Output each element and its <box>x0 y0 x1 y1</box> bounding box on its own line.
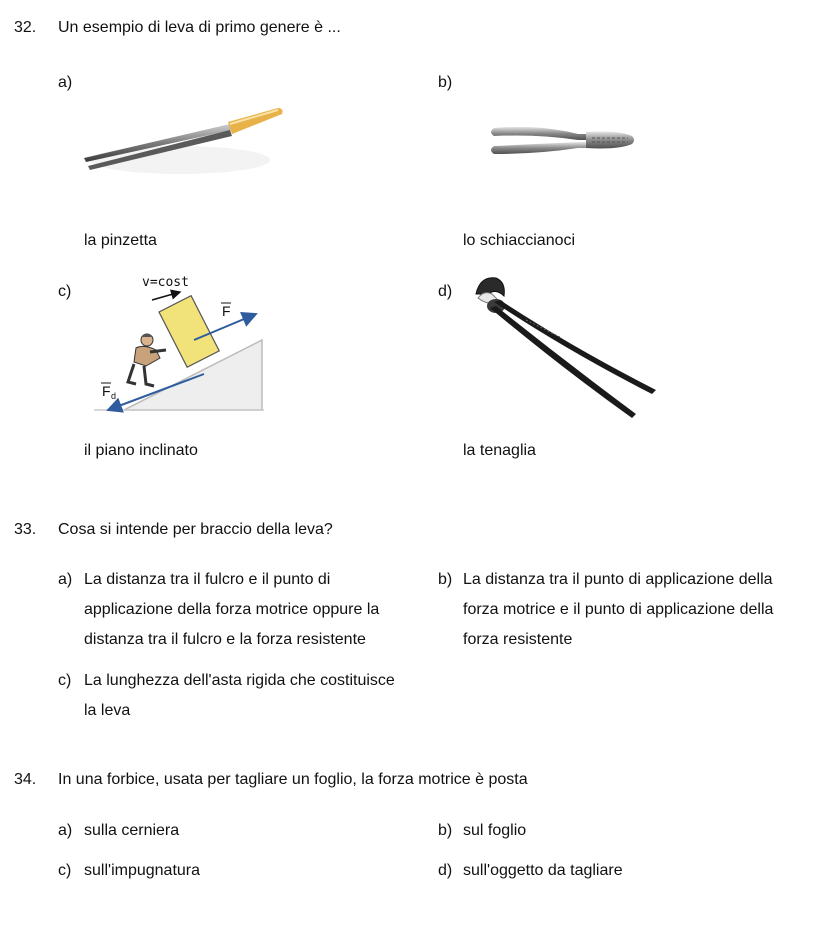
option-text-line: la leva <box>84 702 131 719</box>
option-text-line: forza motrice e il punto di applicazione della <box>463 601 774 618</box>
question-number: 34. <box>14 771 37 788</box>
option-caption: la tenaglia <box>463 442 536 459</box>
person-pushing <box>128 334 166 387</box>
option-text: sull'oggetto da tagliare <box>463 862 623 879</box>
option-text-line: La distanza tra il fulcro e il punto di <box>84 571 331 588</box>
question-text: In una forbice, usata per tagliare un foglio, la forza motrice è posta <box>58 771 528 788</box>
pincers-icon <box>466 272 666 424</box>
option-text-line: forza resistente <box>463 631 573 648</box>
option-letter: c) <box>58 862 72 879</box>
option-letter: b) <box>438 571 453 588</box>
question-number: 32. <box>14 19 37 36</box>
option-letter: c) <box>58 672 72 689</box>
option-letter: d) <box>438 283 453 300</box>
option-text-line: distanza tra il fulcro e la forza resistente <box>84 631 366 648</box>
option-caption: il piano inclinato <box>84 442 198 459</box>
option-letter: c) <box>58 283 72 300</box>
option-letter: a) <box>58 822 73 839</box>
pushed-box <box>159 296 219 368</box>
force-label: F <box>222 303 231 319</box>
option-text: sul foglio <box>463 822 527 839</box>
friction-label: F <box>102 383 111 399</box>
option-text-line: applicazione della forza motrice oppure la <box>84 601 380 618</box>
tweezers-icon <box>80 100 285 190</box>
option-caption: la pinzetta <box>84 232 157 249</box>
nutcracker-icon <box>488 118 638 166</box>
option-text-line: La lunghezza dell'asta rigida che costituisce <box>84 672 395 689</box>
friction-subscript: d <box>111 391 117 401</box>
option-caption: lo schiaccianoci <box>463 232 576 249</box>
option-letter: b) <box>438 822 453 839</box>
option-text: sull'impugnatura <box>84 862 201 879</box>
option-letter: d) <box>438 862 453 879</box>
option-letter: b) <box>438 74 453 91</box>
option-letter: a) <box>58 74 73 91</box>
question-text: Un esempio di leva di primo genere è ... <box>58 19 341 36</box>
option-text-line: La distanza tra il punto di applicazione della <box>463 571 773 588</box>
question-number: 33. <box>14 521 37 538</box>
option-letter: a) <box>58 571 73 588</box>
question-text: Cosa si intende per braccio della leva? <box>58 521 333 538</box>
option-text: sulla cerniera <box>84 822 180 839</box>
inclined-plane-diagram <box>84 270 274 420</box>
velocity-label: v=cost <box>142 275 189 290</box>
